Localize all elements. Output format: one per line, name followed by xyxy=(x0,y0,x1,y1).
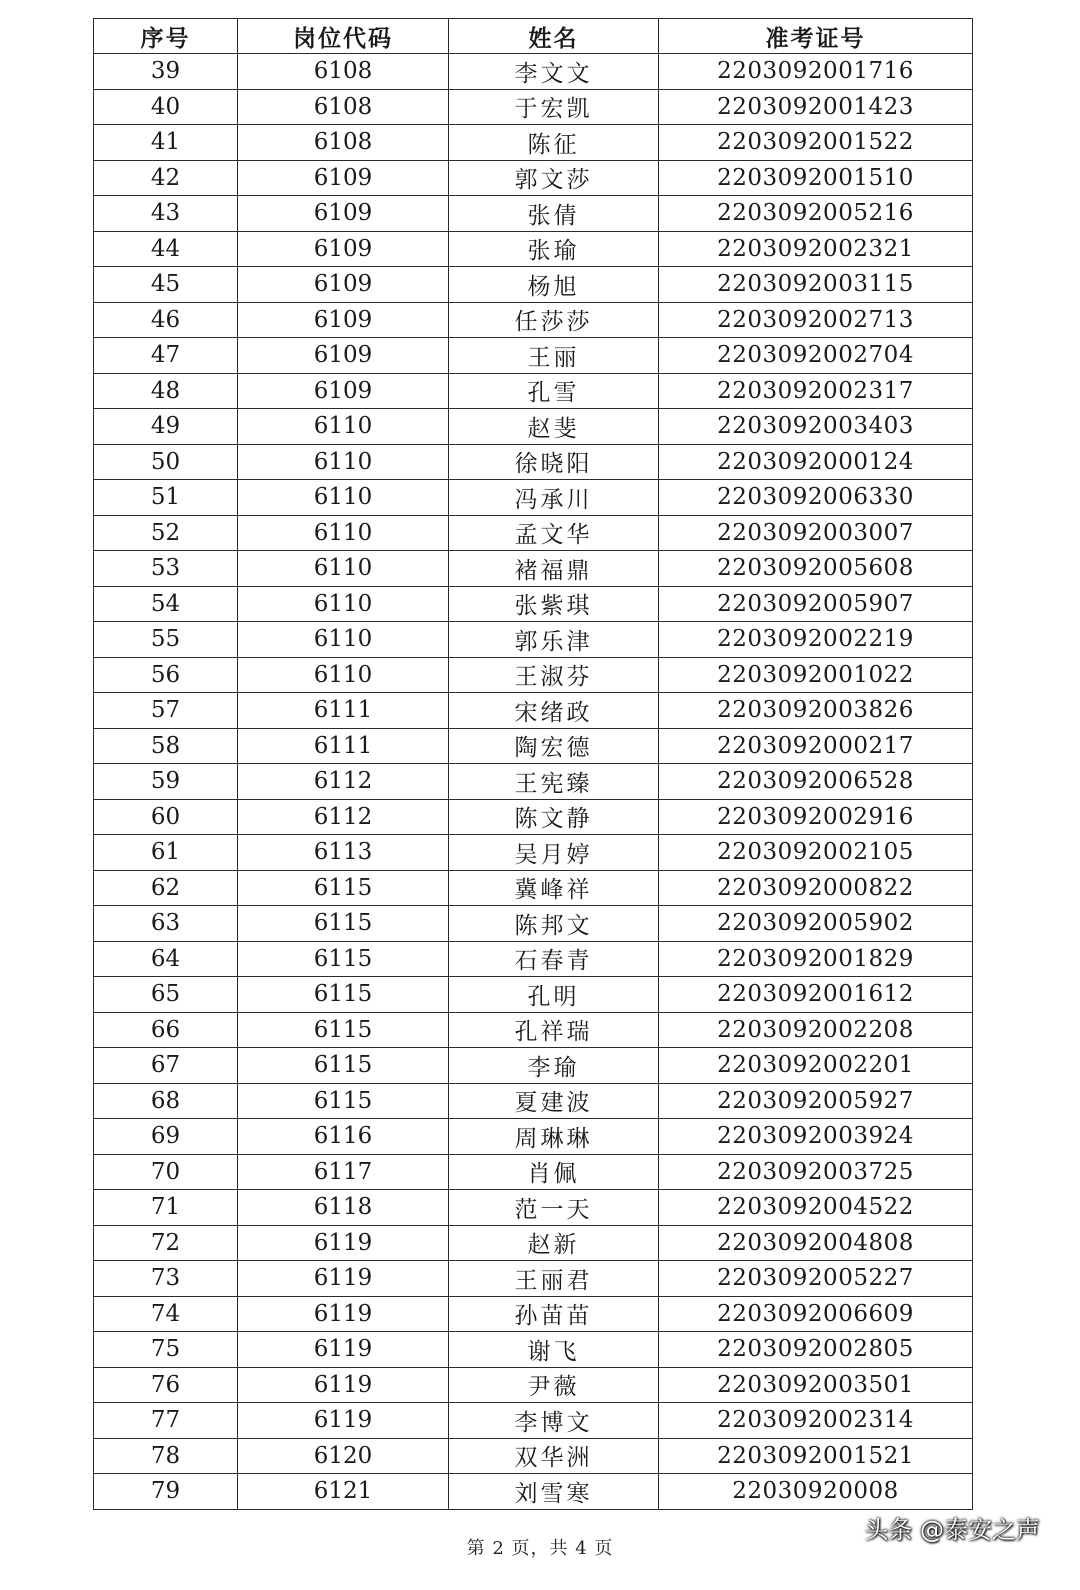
cell-position-code: 6108 xyxy=(238,89,449,125)
cell-serial-number: 78 xyxy=(94,1438,238,1474)
cell-name: 褚福鼎 xyxy=(449,551,659,587)
cell-serial-number: 49 xyxy=(94,409,238,445)
cell-name: 刘雪寒 xyxy=(449,1474,659,1510)
cell-position-code: 6110 xyxy=(238,409,449,445)
cell-position-code: 6119 xyxy=(238,1296,449,1332)
cell-serial-number: 76 xyxy=(94,1367,238,1403)
cell-ticket-number: 2203092002704 xyxy=(659,338,973,374)
cell-position-code: 6110 xyxy=(238,622,449,658)
cell-ticket-number: 2203092000217 xyxy=(659,728,973,764)
cell-ticket-number: 2203092002105 xyxy=(659,835,973,871)
header-name: 姓名 xyxy=(449,19,659,54)
cell-position-code: 6115 xyxy=(238,977,449,1013)
cell-serial-number: 48 xyxy=(94,373,238,409)
cell-position-code: 6121 xyxy=(238,1474,449,1510)
cell-position-code: 6110 xyxy=(238,551,449,587)
cell-ticket-number: 2203092005227 xyxy=(659,1261,973,1297)
cell-name: 冯承川 xyxy=(449,480,659,516)
cell-name: 肖佩 xyxy=(449,1154,659,1190)
cell-ticket-number: 2203092006609 xyxy=(659,1296,973,1332)
cell-name: 李文文 xyxy=(449,54,659,90)
cell-serial-number: 71 xyxy=(94,1190,238,1226)
cell-name: 宋绪政 xyxy=(449,693,659,729)
cell-name: 王淑芬 xyxy=(449,657,659,693)
cell-ticket-number: 2203092001612 xyxy=(659,977,973,1013)
cell-serial-number: 52 xyxy=(94,515,238,551)
table-row xyxy=(94,1367,973,1403)
cell-position-code: 6113 xyxy=(238,835,449,871)
table-row xyxy=(94,1403,973,1439)
cell-position-code: 6119 xyxy=(238,1261,449,1297)
cell-serial-number: 50 xyxy=(94,444,238,480)
cell-name: 张紫琪 xyxy=(449,586,659,622)
cell-name: 孟文华 xyxy=(449,515,659,551)
cell-serial-number: 46 xyxy=(94,302,238,338)
cell-ticket-number: 2203092002201 xyxy=(659,1048,973,1084)
cell-ticket-number: 2203092003007 xyxy=(659,515,973,551)
cell-name: 张倩 xyxy=(449,196,659,232)
cell-position-code: 6109 xyxy=(238,196,449,232)
header-row xyxy=(94,19,973,54)
cell-ticket-number: 2203092001716 xyxy=(659,54,973,90)
table-body xyxy=(94,54,973,1510)
cell-serial-number: 63 xyxy=(94,906,238,942)
cell-serial-number: 77 xyxy=(94,1403,238,1439)
cell-name: 孔明 xyxy=(449,977,659,1013)
cell-name: 杨旭 xyxy=(449,267,659,303)
cell-serial-number: 75 xyxy=(94,1332,238,1368)
table-row xyxy=(94,54,973,90)
cell-ticket-number: 2203092005907 xyxy=(659,586,973,622)
header-serial-number: 序号 xyxy=(94,19,238,54)
cell-ticket-number: 2203092002208 xyxy=(659,1012,973,1048)
cell-serial-number: 79 xyxy=(94,1474,238,1510)
cell-position-code: 6115 xyxy=(238,1012,449,1048)
table-row xyxy=(94,799,973,835)
cell-position-code: 6109 xyxy=(238,231,449,267)
table-row xyxy=(94,444,973,480)
cell-serial-number: 66 xyxy=(94,1012,238,1048)
cell-serial-number: 74 xyxy=(94,1296,238,1332)
cell-serial-number: 55 xyxy=(94,622,238,658)
table-row xyxy=(94,196,973,232)
table-row xyxy=(94,835,973,871)
cell-ticket-number: 2203092002317 xyxy=(659,373,973,409)
table-row xyxy=(94,1012,973,1048)
table-row xyxy=(94,586,973,622)
cell-name: 郭文莎 xyxy=(449,160,659,196)
cell-position-code: 6115 xyxy=(238,1083,449,1119)
table-row xyxy=(94,1225,973,1261)
cell-serial-number: 70 xyxy=(94,1154,238,1190)
cell-position-code: 6119 xyxy=(238,1225,449,1261)
cell-position-code: 6109 xyxy=(238,160,449,196)
cell-name: 范一天 xyxy=(449,1190,659,1226)
cell-name: 尹薇 xyxy=(449,1367,659,1403)
cell-name: 徐晓阳 xyxy=(449,444,659,480)
cell-name: 石春青 xyxy=(449,941,659,977)
table-row xyxy=(94,409,973,445)
table-row xyxy=(94,1261,973,1297)
cell-ticket-number: 2203092003924 xyxy=(659,1119,973,1155)
table-row xyxy=(94,373,973,409)
cell-name: 王宪臻 xyxy=(449,764,659,800)
cell-ticket-number: 2203092006330 xyxy=(659,480,973,516)
table-row xyxy=(94,906,973,942)
cell-position-code: 6111 xyxy=(238,693,449,729)
cell-name: 孔雪 xyxy=(449,373,659,409)
cell-serial-number: 44 xyxy=(94,231,238,267)
table-row xyxy=(94,89,973,125)
cell-ticket-number: 2203092004808 xyxy=(659,1225,973,1261)
table-row xyxy=(94,870,973,906)
cell-ticket-number: 2203092002713 xyxy=(659,302,973,338)
cell-position-code: 6119 xyxy=(238,1367,449,1403)
table-row xyxy=(94,977,973,1013)
cell-serial-number: 64 xyxy=(94,941,238,977)
table-row xyxy=(94,551,973,587)
cell-name: 孔祥瑞 xyxy=(449,1012,659,1048)
cell-serial-number: 39 xyxy=(94,54,238,90)
cell-ticket-number: 2203092001521 xyxy=(659,1438,973,1474)
cell-position-code: 6115 xyxy=(238,906,449,942)
cell-position-code: 6109 xyxy=(238,267,449,303)
cell-ticket-number: 2203092001022 xyxy=(659,657,973,693)
table-row xyxy=(94,302,973,338)
table-row xyxy=(94,1119,973,1155)
header-ticket-number: 准考证号 xyxy=(659,19,973,54)
cell-serial-number: 67 xyxy=(94,1048,238,1084)
cell-name: 王丽君 xyxy=(449,1261,659,1297)
table-row xyxy=(94,160,973,196)
cell-name: 赵斐 xyxy=(449,409,659,445)
watermark: 头条 @泰安之声 xyxy=(864,1516,1040,1544)
cell-position-code: 6110 xyxy=(238,480,449,516)
table-row xyxy=(94,231,973,267)
cell-serial-number: 40 xyxy=(94,89,238,125)
cell-ticket-number: 2203092003403 xyxy=(659,409,973,445)
table-row xyxy=(94,515,973,551)
cell-serial-number: 62 xyxy=(94,870,238,906)
table-row xyxy=(94,1332,973,1368)
cell-position-code: 6116 xyxy=(238,1119,449,1155)
cell-ticket-number: 2203092001522 xyxy=(659,125,973,161)
cell-serial-number: 59 xyxy=(94,764,238,800)
cell-ticket-number: 2203092002321 xyxy=(659,231,973,267)
cell-position-code: 6110 xyxy=(238,586,449,622)
cell-serial-number: 56 xyxy=(94,657,238,693)
cell-position-code: 6119 xyxy=(238,1403,449,1439)
cell-name: 李瑜 xyxy=(449,1048,659,1084)
cell-serial-number: 57 xyxy=(94,693,238,729)
cell-ticket-number: 2203092003725 xyxy=(659,1154,973,1190)
cell-ticket-number: 2203092003115 xyxy=(659,267,973,303)
cell-position-code: 6108 xyxy=(238,125,449,161)
table-row xyxy=(94,622,973,658)
cell-ticket-number: 2203092002314 xyxy=(659,1403,973,1439)
cell-position-code: 6112 xyxy=(238,799,449,835)
table-row xyxy=(94,1438,973,1474)
cell-ticket-number: 2203092001829 xyxy=(659,941,973,977)
cell-ticket-number: 2203092000124 xyxy=(659,444,973,480)
cell-name: 夏建波 xyxy=(449,1083,659,1119)
table-row xyxy=(94,764,973,800)
results-table xyxy=(93,18,973,1510)
cell-name: 谢飞 xyxy=(449,1332,659,1368)
cell-ticket-number: 2203092002805 xyxy=(659,1332,973,1368)
cell-position-code: 6112 xyxy=(238,764,449,800)
cell-ticket-number: 2203092005608 xyxy=(659,551,973,587)
cell-serial-number: 61 xyxy=(94,835,238,871)
table-row xyxy=(94,338,973,374)
cell-name: 陶宏德 xyxy=(449,728,659,764)
cell-position-code: 6110 xyxy=(238,444,449,480)
cell-serial-number: 60 xyxy=(94,799,238,835)
cell-serial-number: 47 xyxy=(94,338,238,374)
cell-name: 陈邦文 xyxy=(449,906,659,942)
table-row xyxy=(94,1083,973,1119)
cell-position-code: 6109 xyxy=(238,373,449,409)
cell-serial-number: 68 xyxy=(94,1083,238,1119)
results-table-container xyxy=(93,18,972,1510)
cell-position-code: 6109 xyxy=(238,302,449,338)
cell-serial-number: 42 xyxy=(94,160,238,196)
cell-name: 陈文静 xyxy=(449,799,659,835)
cell-serial-number: 54 xyxy=(94,586,238,622)
cell-name: 任莎莎 xyxy=(449,302,659,338)
cell-name: 赵新 xyxy=(449,1225,659,1261)
cell-position-code: 6115 xyxy=(238,941,449,977)
cell-position-code: 6108 xyxy=(238,54,449,90)
cell-name: 张瑜 xyxy=(449,231,659,267)
cell-serial-number: 65 xyxy=(94,977,238,1013)
cell-name: 周琳琳 xyxy=(449,1119,659,1155)
cell-serial-number: 72 xyxy=(94,1225,238,1261)
cell-serial-number: 69 xyxy=(94,1119,238,1155)
cell-ticket-number: 2203092006528 xyxy=(659,764,973,800)
header-position-code: 岗位代码 xyxy=(238,19,449,54)
cell-name: 王丽 xyxy=(449,338,659,374)
cell-ticket-number: 2203092000822 xyxy=(659,870,973,906)
table-header xyxy=(94,19,973,54)
cell-position-code: 6110 xyxy=(238,657,449,693)
cell-name: 李博文 xyxy=(449,1403,659,1439)
cell-serial-number: 51 xyxy=(94,480,238,516)
table-row xyxy=(94,267,973,303)
cell-ticket-number: 2203092005902 xyxy=(659,906,973,942)
cell-name: 孙苗苗 xyxy=(449,1296,659,1332)
cell-ticket-number: 2203092005216 xyxy=(659,196,973,232)
cell-position-code: 6117 xyxy=(238,1154,449,1190)
cell-name: 陈征 xyxy=(449,125,659,161)
table-row xyxy=(94,728,973,764)
table-row xyxy=(94,657,973,693)
cell-name: 于宏凯 xyxy=(449,89,659,125)
cell-serial-number: 41 xyxy=(94,125,238,161)
table-row xyxy=(94,1474,973,1510)
table-row xyxy=(94,1190,973,1226)
cell-position-code: 6109 xyxy=(238,338,449,374)
cell-serial-number: 53 xyxy=(94,551,238,587)
table-row xyxy=(94,1154,973,1190)
cell-name: 双华洲 xyxy=(449,1438,659,1474)
table-row xyxy=(94,693,973,729)
cell-serial-number: 43 xyxy=(94,196,238,232)
cell-ticket-number: 2203092002219 xyxy=(659,622,973,658)
cell-name: 吴月婷 xyxy=(449,835,659,871)
cell-position-code: 6115 xyxy=(238,870,449,906)
table-row xyxy=(94,480,973,516)
cell-position-code: 6111 xyxy=(238,728,449,764)
cell-serial-number: 73 xyxy=(94,1261,238,1297)
cell-position-code: 6115 xyxy=(238,1048,449,1084)
page-number: 第 2 页，共 4 页 xyxy=(466,1538,614,1559)
table-row xyxy=(94,941,973,977)
cell-serial-number: 58 xyxy=(94,728,238,764)
cell-serial-number: 45 xyxy=(94,267,238,303)
table-row xyxy=(94,1296,973,1332)
cell-position-code: 6120 xyxy=(238,1438,449,1474)
cell-position-code: 6118 xyxy=(238,1190,449,1226)
table-row xyxy=(94,1048,973,1084)
cell-ticket-number: 2203092002916 xyxy=(659,799,973,835)
cell-ticket-number: 2203092005927 xyxy=(659,1083,973,1119)
cell-ticket-number: 2203092004522 xyxy=(659,1190,973,1226)
cell-ticket-number: 2203092001423 xyxy=(659,89,973,125)
cell-name: 郭乐津 xyxy=(449,622,659,658)
table-row xyxy=(94,125,973,161)
cell-position-code: 6119 xyxy=(238,1332,449,1368)
cell-ticket-number: 22030920008 xyxy=(659,1474,973,1510)
cell-ticket-number: 2203092003501 xyxy=(659,1367,973,1403)
cell-ticket-number: 2203092001510 xyxy=(659,160,973,196)
cell-name: 冀峰祥 xyxy=(449,870,659,906)
cell-position-code: 6110 xyxy=(238,515,449,551)
cell-ticket-number: 2203092003826 xyxy=(659,693,973,729)
